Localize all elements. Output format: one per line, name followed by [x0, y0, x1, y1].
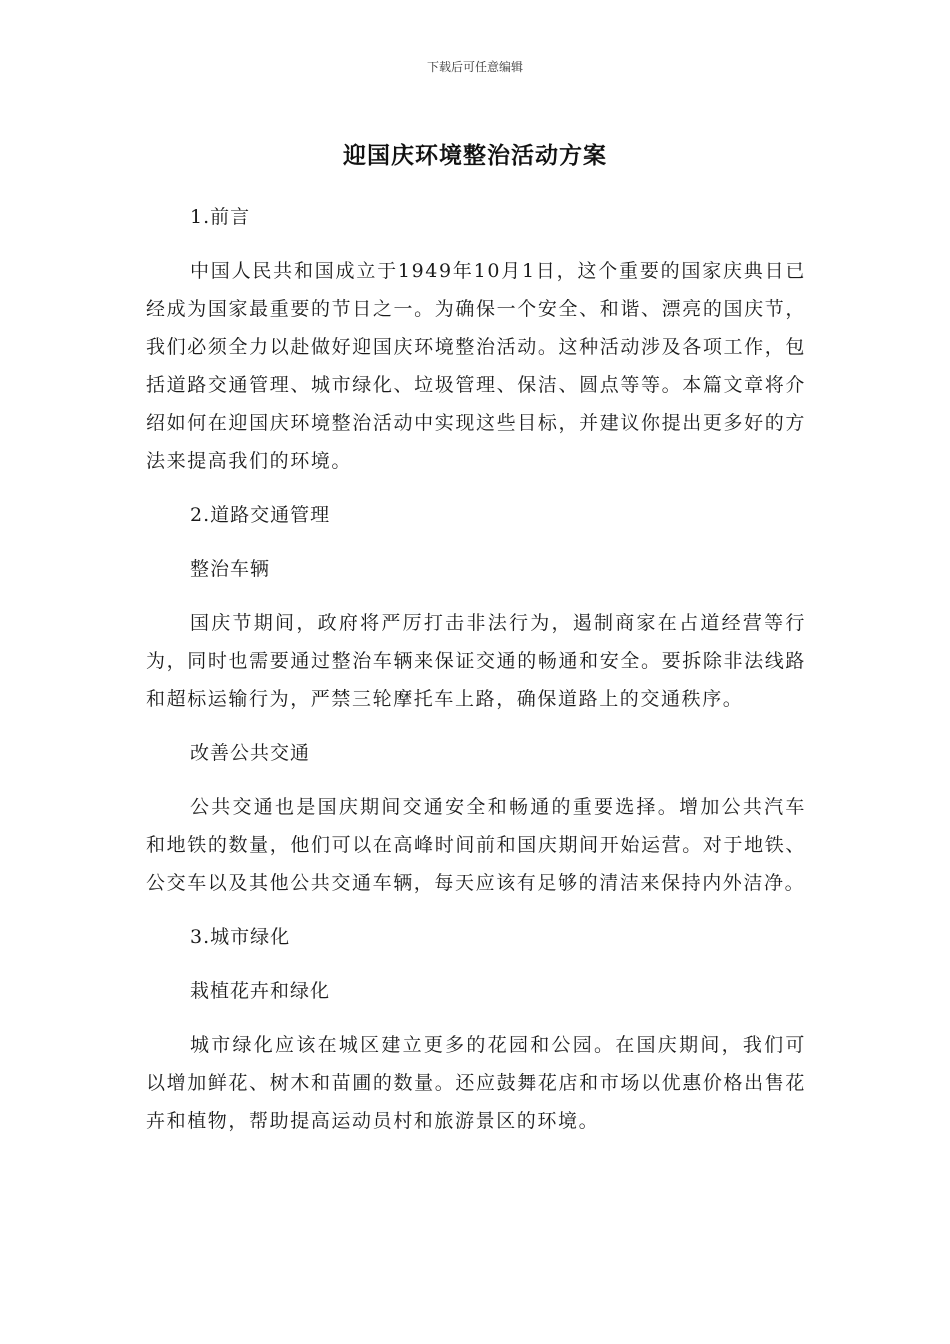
subheading-public-transport: 改善公共交通: [190, 742, 311, 764]
subheading-vehicles: 整治车辆: [190, 558, 271, 580]
document-body: [146, 198, 806, 1156]
paragraph-public-transport: 公共交通也是国庆期间交通安全和畅通的重要选择。增加公共汽车和地铁的数量，他们可以在高峰时间前和国庆期间开始运营。对于地铁、公交车以及其他公共交通车辆，每天应该有足够的清洁来保持内外洁净。: [146, 796, 806, 894]
paragraph-vehicles: 国庆节期间，政府将严厉打击非法行为，遏制商家在占道经营等行为，同时也需要通过整治车辆来保证交通的畅通和安全。要拆除非法线路和超标运输行为，严禁三轮摩托车上路，确保道路上的交通秩序。: [146, 612, 806, 710]
document-title: 迎国庆环境整治活动方案: [343, 143, 607, 169]
section-heading-preface: 1.前言: [190, 206, 251, 228]
paragraph-planting: 城市绿化应该在城区建立更多的花园和公园。在国庆期间，我们可以增加鲜花、树木和苗圃的数量。还应鼓舞花店和市场以优惠价格出售花卉和植物，帮助提高运动员村和旅游景区的环境。: [146, 1034, 806, 1132]
subheading-planting: 栽植花卉和绿化: [190, 980, 331, 1002]
header-note: 下载后可任意编辑: [426, 60, 523, 74]
section-heading-traffic: 2.道路交通管理: [190, 504, 331, 526]
section-heading-greening: 3.城市绿化: [190, 926, 291, 948]
paragraph-preface: 中国人民共和国成立于1949年10月1日，这个重要的国家庆典日已经成为国家最重要的节日之一。为确保一个安全、和谐、漂亮的国庆节，我们必须全力以赴做好迎国庆环境整治活动。这种活动涉及各项工作，包括道路交通管理、城市绿化、垃圾管理、保洁、圆点等等。本篇文章将介绍如何在迎国庆环境整治活动中实现这些目标，并建议你提出更多好的方法来提高我们的环境。: [146, 260, 806, 472]
